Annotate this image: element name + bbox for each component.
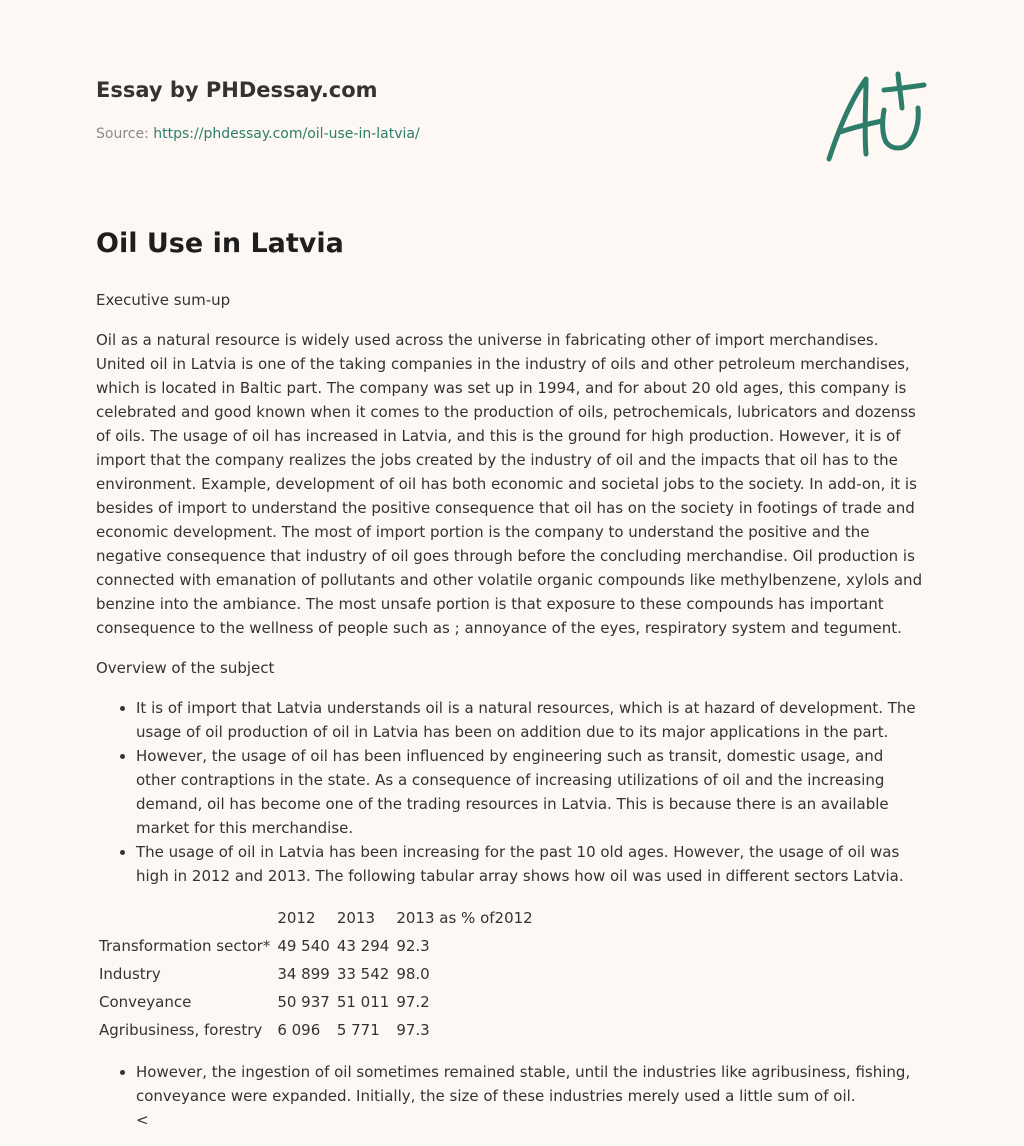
table-header-cell: 2013 as % of2012 <box>396 909 533 927</box>
table-cell: 51 011 <box>336 993 390 1011</box>
table-row <box>96 960 537 988</box>
executive-summary-heading: Executive sum-up <box>96 291 231 309</box>
list-item: • However, the ingestion of oil sometimes remained stable, until the industries like agribusiness, fishing, conveyance were expanded. Initially, the size of these industries merely used a little sum of oil. <box>136 1060 924 1108</box>
overview-bullet-list <box>96 696 924 888</box>
executive-summary-paragraph: Oil as a natural resource is widely used across the universe in fabricating other of import merchandises. United oil in Latvia is one of the taking companies in the industry of oils and other petroleum merchandises, which is located in Baltic part. The company was set up in 1994, and for about 20 old ages, this company is celebrated and good known when it comes to the production of oils, petrochemicals, lubricators and dozenss of oils. The usage of oil has increased in Latvia, and this is the ground for high production. However, it is of import that the company realizes the jobs created by the industry of oil and the impacts that oil has to the environment. Example, development of oil has both economic and societal jobs to the society. In add-on, it is besides of import to understand the positive consequence that oil has on the society in footings of trade and economic development. The most of import portion is the company to understand the positive and the negative consequence that industry of oil goes through before the concluding merchandise. Oil production is connected with emanation of pollutants and other volatile organic compounds like methylbenzene, xylols and benzine into the ambiance. The most unsafe portion is that exposure to these compounds has important consequence to the wellness of people such as ; annoyance of the eyes, respiratory system and tegument. <box>96 331 923 637</box>
a-plus-logo-icon-graphic <box>822 68 928 164</box>
table-cell: 97.3 <box>396 1021 430 1039</box>
table-row <box>96 932 537 960</box>
source-link[interactable]: https://phdessay.com/oil-use-in-latvia/ <box>153 126 420 142</box>
followup-bullet-list <box>96 1060 924 1108</box>
list-item: • However, the usage of oil has been influenced by engineering such as transit, domestic usage, and other contraptions in the state. As a consequence of increasing utilizations of oil and the increasing demand, oil has become one of the trading resources in Latvia. This is because there is an available market for this merchandise. <box>136 744 924 840</box>
table-cell: 49 540 <box>277 937 330 955</box>
table-cell: 92.3 <box>396 937 430 955</box>
table-row <box>96 988 537 1016</box>
source-line <box>96 124 796 144</box>
table-cell: 43 294 <box>336 937 390 955</box>
table-header-cell: 2013 <box>336 909 376 927</box>
table-header-cell <box>96 904 274 932</box>
table-cell: 6 096 <box>277 1021 321 1039</box>
list-item: • The usage of oil in Latvia has been increasing for the past 10 old ages. However, the usage of oil was high in 2012 and 2013. The following tabular array shows how oil was used in different sectors Latvia. <box>136 840 924 888</box>
page-header <box>96 76 796 144</box>
table-cell: Agribusiness, forestry <box>99 1021 263 1039</box>
trailing-text: < <box>136 1111 149 1129</box>
table-cell: 50 937 <box>277 993 330 1011</box>
site-title: Essay by PHDessay.com <box>96 78 378 102</box>
table-row <box>96 1016 537 1044</box>
table-cell: 33 542 <box>336 965 390 983</box>
table-cell: Conveyance <box>99 993 192 1011</box>
table-cell: 34 899 <box>277 965 330 983</box>
table-header-row <box>96 904 537 932</box>
table-cell: 5 771 <box>336 1021 380 1039</box>
table-cell: 98.0 <box>396 965 430 983</box>
source-label: Source: <box>96 126 154 142</box>
list-item: • It is of import that Latvia understands oil is a natural resources, which is at hazard of development. The usage of oil production of oil in Latvia has been on addition due to its major applications in the part. <box>136 696 924 744</box>
oil-usage-table <box>96 904 537 1044</box>
overview-heading: Overview of the subject <box>96 659 275 677</box>
a-plus-logo-icon <box>822 68 928 164</box>
table-header-cell: 2012 <box>277 909 316 927</box>
essay-title: Oil Use in Latvia <box>96 228 344 259</box>
essay-content <box>96 224 924 1132</box>
table-cell: Transformation sector* <box>99 937 271 955</box>
table-cell: Industry <box>99 965 161 983</box>
table-cell: 97.2 <box>396 993 430 1011</box>
